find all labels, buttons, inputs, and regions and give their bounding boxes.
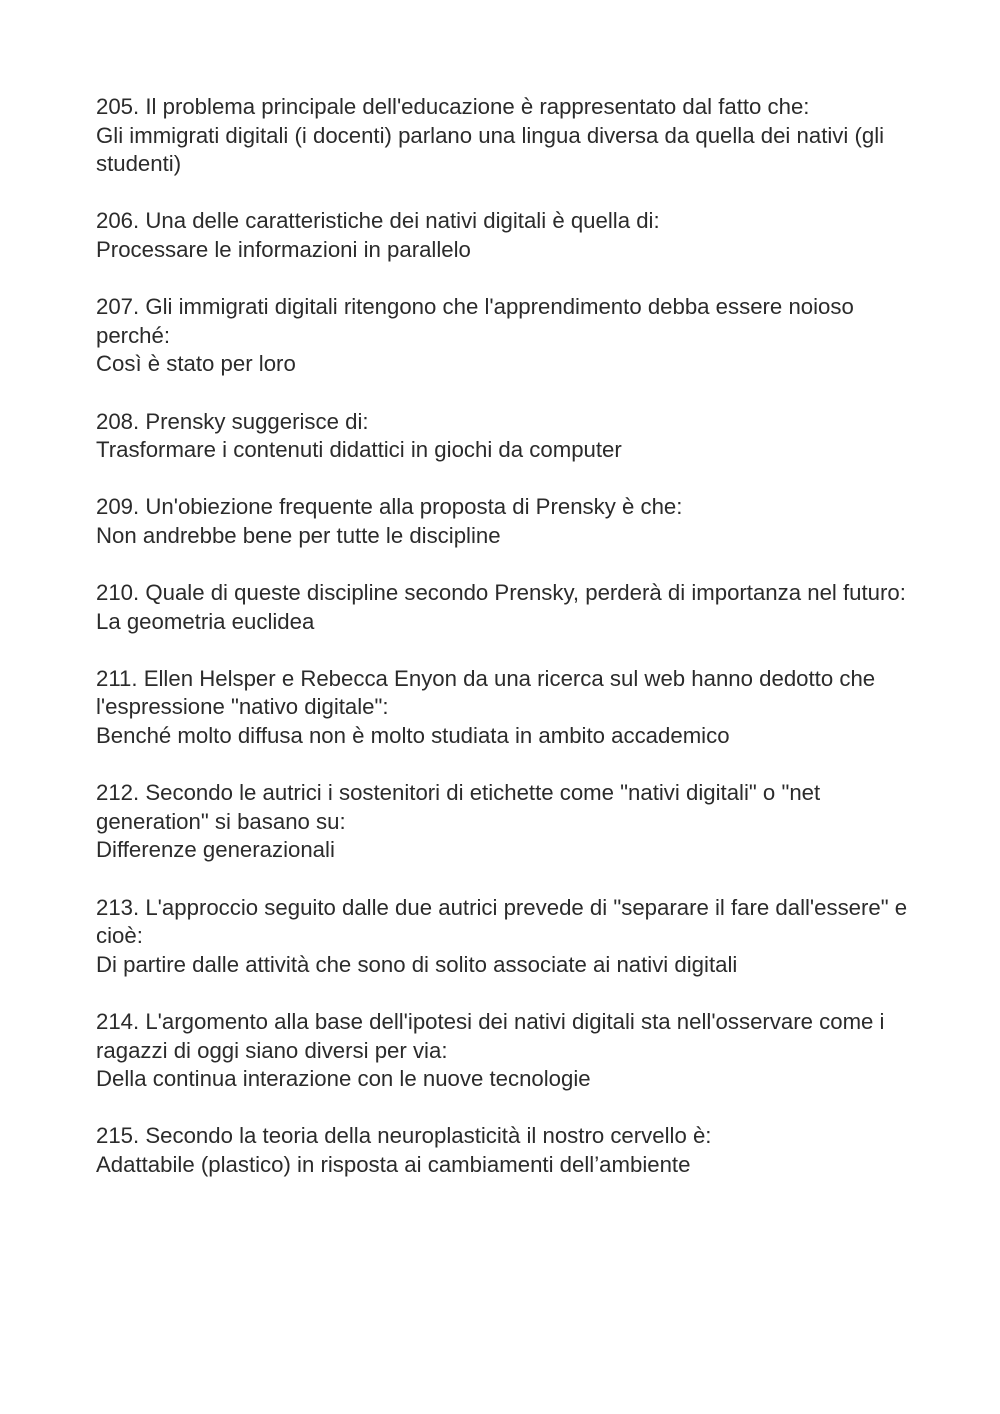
qa-list	[96, 93, 926, 1208]
qa-item-206	[96, 207, 926, 264]
answer-text: Adattabile (plastico) in risposta ai cambiamenti dell’ambiente	[96, 1151, 691, 1177]
question-text: 212. Secondo le autrici i sostenitori di etichette come "nativi digitali" o "net generation" si basano su:	[96, 780, 821, 834]
qa-item-215	[96, 1122, 926, 1179]
qa-item-207	[96, 293, 926, 379]
qa-item-208	[96, 408, 926, 465]
qa-item-214	[96, 1008, 926, 1094]
answer-text: Così è stato per loro	[96, 351, 296, 377]
answer-text: La geometria euclidea	[96, 608, 315, 634]
question-text: 207. Gli immigrati digitali ritengono che l'apprendimento debba essere noioso perché:	[96, 294, 854, 348]
qa-item-211	[96, 665, 926, 751]
qa-item-205	[96, 93, 926, 179]
question-text: 209. Un'obiezione frequente alla proposta di Prensky è che:	[96, 494, 683, 520]
question-text: 211. Ellen Helsper e Rebecca Enyon da una ricerca sul web hanno dedotto che l'espressione "nativo digitale":	[96, 665, 876, 720]
qa-item-213	[96, 894, 926, 980]
question-text: 206. Una delle caratteristiche dei nativi digitali è quella di:	[96, 208, 660, 234]
answer-text: Processare le informazioni in parallelo	[96, 236, 471, 262]
answer-text: Della continua interazione con le nuove tecnologie	[96, 1066, 591, 1092]
answer-text: Differenze generazionali	[96, 837, 335, 863]
answer-text: Di partire dalle attività che sono di solito associate ai nativi digitali	[96, 951, 738, 977]
answer-text: Gli immigrati digitali (i docenti) parlano una lingua diversa da quella dei nativi (gli studenti)	[96, 122, 885, 177]
question-text: 215. Secondo la teoria della neuroplasticità il nostro cervello è:	[96, 1123, 712, 1149]
question-text: 205. Il problema principale dell'educazione è rappresentato dal fatto che:	[96, 94, 810, 119]
qa-item-209	[96, 493, 926, 550]
answer-text: Non andrebbe bene per tutte le discipline	[96, 522, 501, 548]
question-text: 210. Quale di queste discipline secondo Prensky, perderà di importanza nel futuro:	[96, 580, 906, 606]
question-text: 213. L'approccio seguito dalle due autrici prevede di "separare il fare dall'essere" e cioè:	[96, 894, 908, 949]
answer-text: Trasformare i contenuti didattici in giochi da computer	[96, 437, 622, 463]
question-text: 208. Prensky suggerisce di:	[96, 408, 369, 434]
qa-item-212	[96, 779, 926, 865]
qa-item-210	[96, 579, 926, 636]
answer-text: Benché molto diffusa non è molto studiata in ambito accademico	[96, 723, 730, 749]
question-text: 214. L'argomento alla base dell'ipotesi dei nativi digitali sta nell'osservare come i ragazzi di oggi siano diversi per via:	[96, 1009, 885, 1063]
